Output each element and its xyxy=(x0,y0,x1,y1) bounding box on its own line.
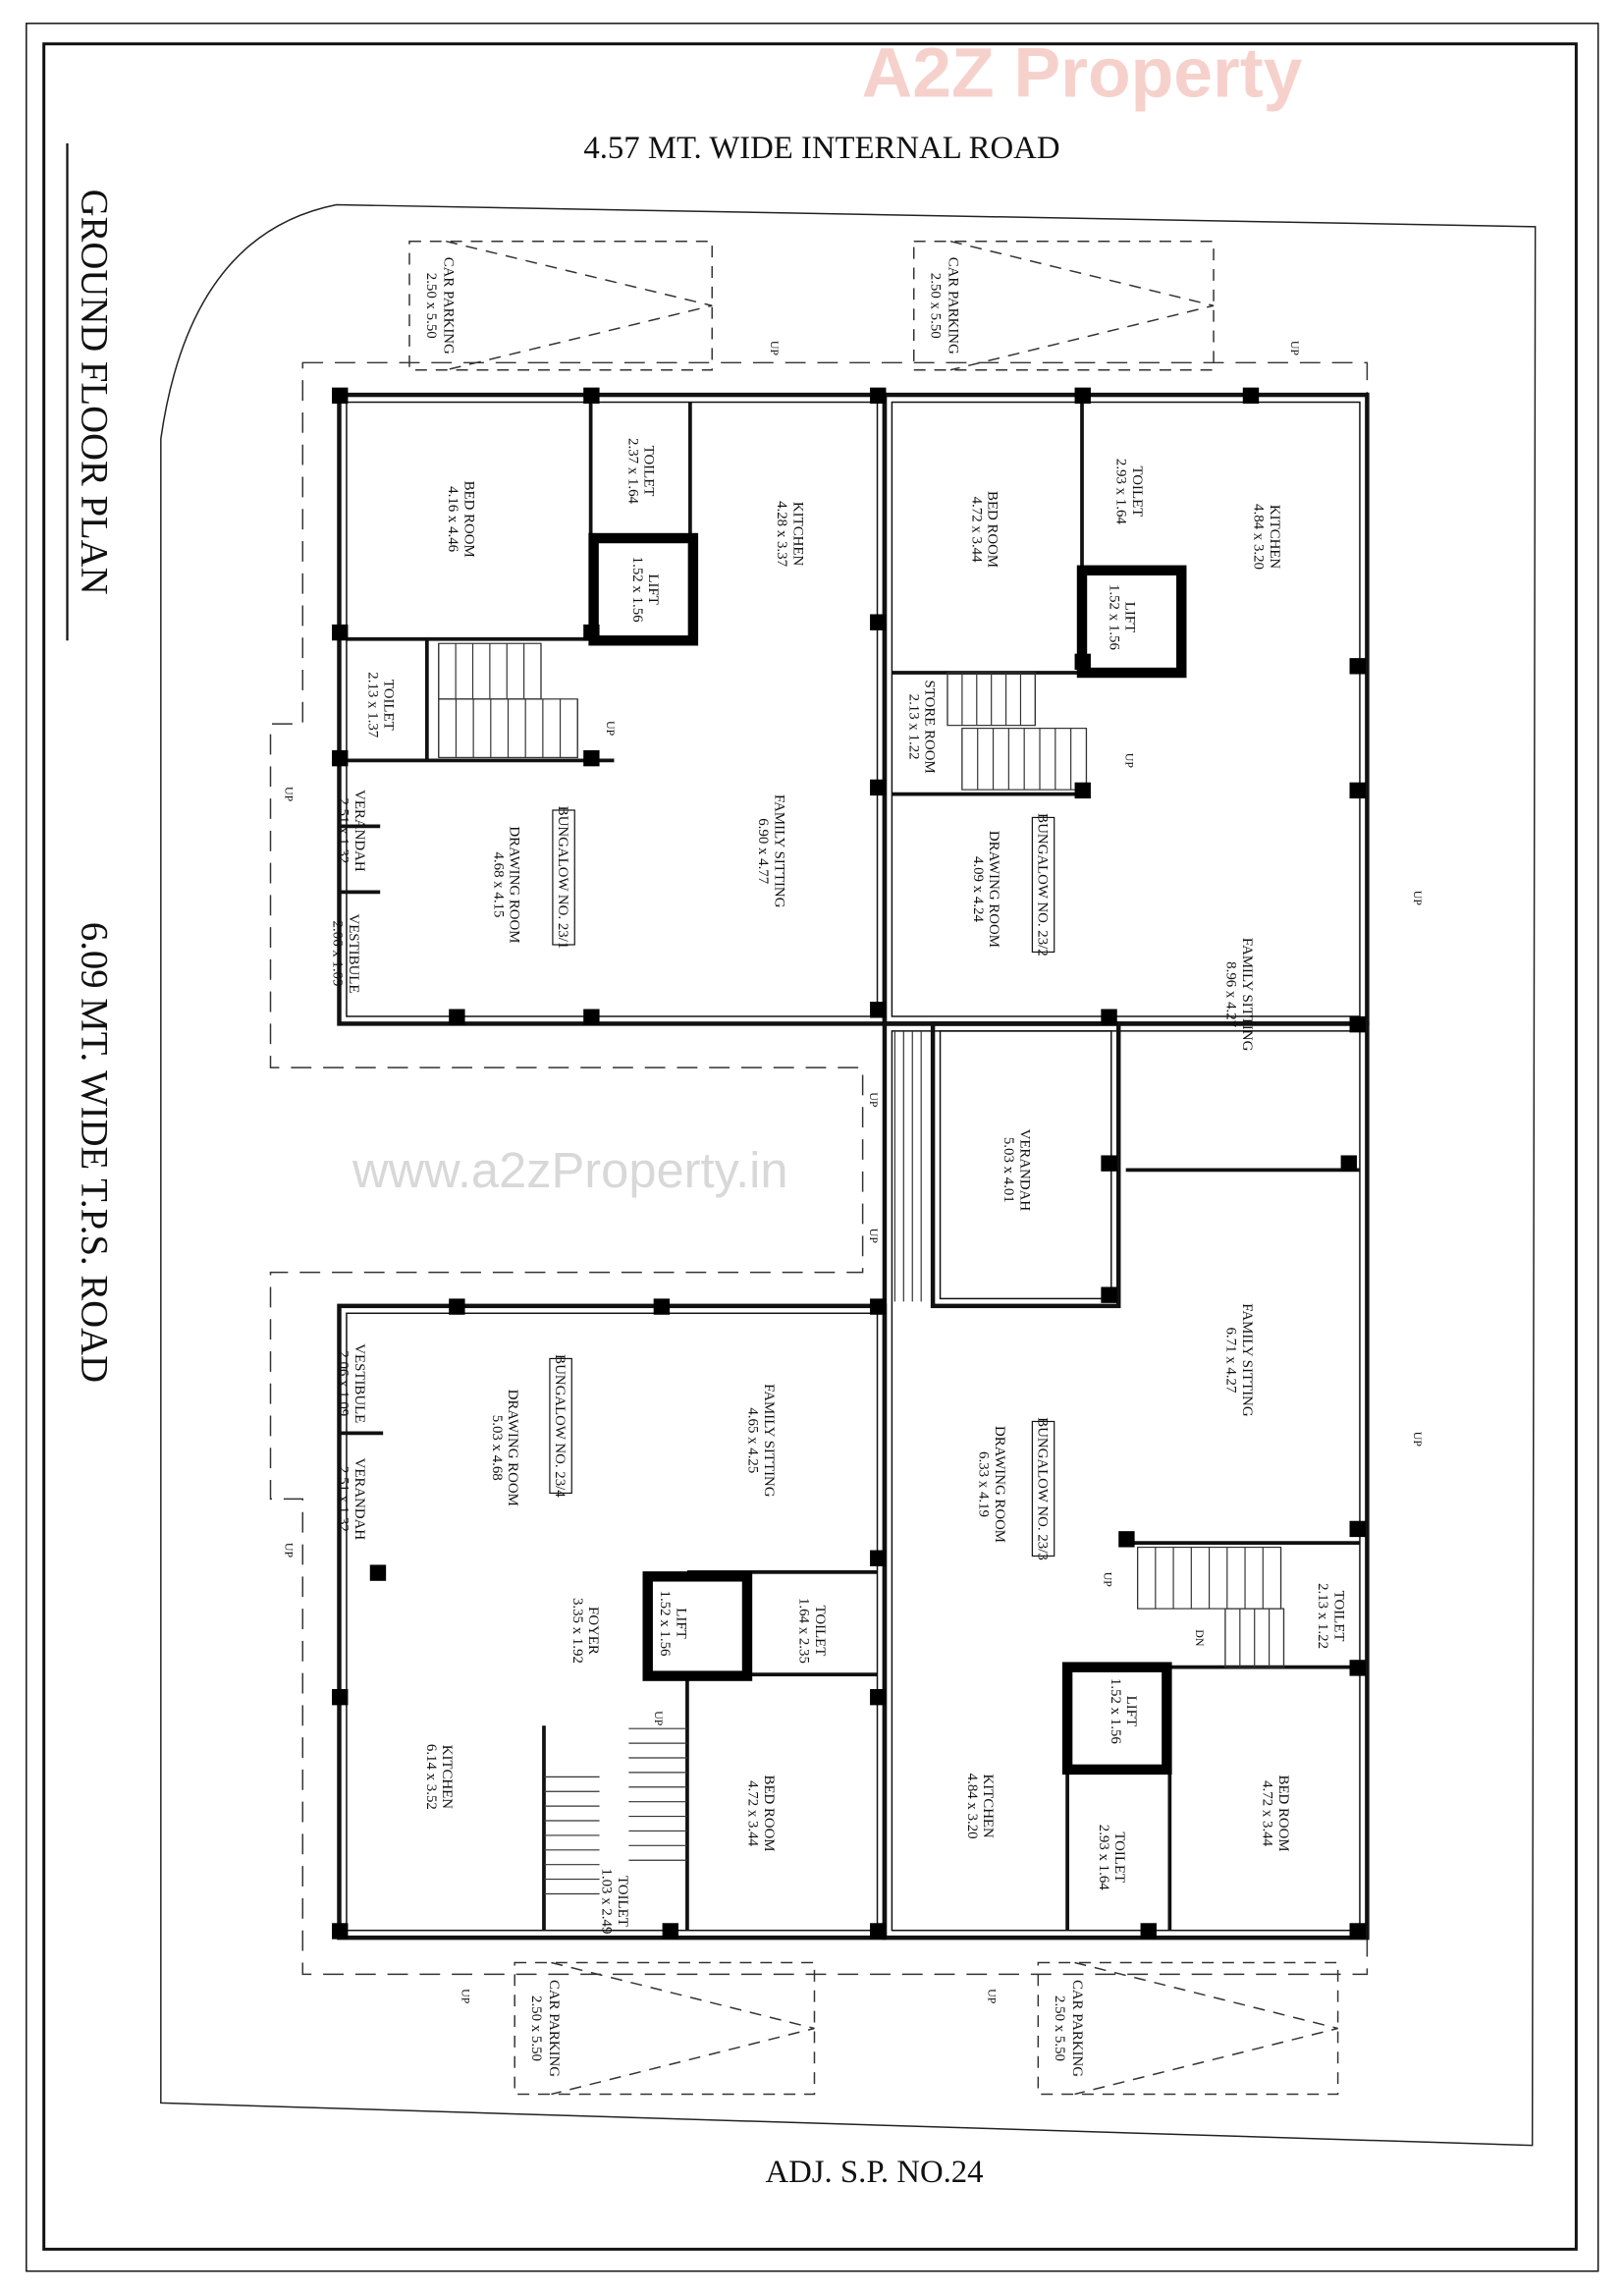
room-label xyxy=(1106,584,1137,650)
room-label xyxy=(1108,1678,1139,1744)
room-size: 1.03 x 2.49 xyxy=(598,1868,615,1935)
room-size: 5.03 x 4.01 xyxy=(1001,1136,1017,1203)
column xyxy=(870,780,886,795)
room-size: 2.13 x 1.37 xyxy=(364,672,381,738)
bungalow-tag xyxy=(550,1354,571,1498)
room-size: 2.51 x 1.32 xyxy=(335,797,352,864)
column xyxy=(332,1689,348,1705)
room-label xyxy=(1222,938,1254,1052)
room-label xyxy=(796,1598,828,1664)
column xyxy=(583,750,599,766)
column xyxy=(1350,1660,1366,1675)
room-name: BED ROOM xyxy=(1275,1775,1292,1852)
room-name: FAMILY SITTING xyxy=(771,793,787,908)
wall xyxy=(885,1023,1367,1938)
parking-name: CAR PARKING xyxy=(1069,1979,1086,2078)
room-label xyxy=(744,1384,776,1498)
room-label xyxy=(335,1343,366,1423)
room-size: 3.35 x 1.92 xyxy=(568,1597,585,1664)
room-name: DRAWING ROOM xyxy=(986,830,1002,948)
room-size: 4.72 x 3.44 xyxy=(1259,1780,1275,1847)
column xyxy=(1350,1923,1366,1939)
room-name: LIFT xyxy=(1123,1695,1140,1727)
room-size: 1.52 x 1.56 xyxy=(628,556,645,623)
room-size: 8.96 x 4.27 xyxy=(1222,961,1239,1028)
column xyxy=(583,1010,599,1025)
room-label xyxy=(423,1744,455,1810)
room-label xyxy=(1096,1825,1127,1890)
room-name: FAMILY SITTING xyxy=(1238,1303,1255,1417)
up-marker: UP xyxy=(652,1711,667,1726)
room-size: 2.13 x 1.22 xyxy=(905,693,922,760)
room-label xyxy=(1315,1583,1346,1649)
room-label xyxy=(755,794,786,908)
plan-title: GROUND FLOOR PLAN xyxy=(73,189,115,595)
parking-name: CAR PARKING xyxy=(440,256,457,355)
room-name: DRAWING ROOM xyxy=(505,1389,521,1506)
room-size: 1.52 x 1.56 xyxy=(1106,583,1122,650)
column xyxy=(449,1010,464,1025)
up-marker: UP xyxy=(867,1228,882,1243)
parking-marking xyxy=(1075,1962,1338,2094)
column xyxy=(332,388,348,404)
column xyxy=(1350,1016,1366,1032)
column xyxy=(1101,1286,1116,1302)
room-size: 4.84 x 3.20 xyxy=(1250,504,1267,570)
room-name: DRAWING ROOM xyxy=(506,826,522,944)
parking-marking xyxy=(446,242,712,370)
room-label xyxy=(976,1426,1007,1543)
outer-frame xyxy=(44,44,1577,2250)
column xyxy=(332,625,348,640)
room-label xyxy=(744,1776,776,1852)
bungalow-number: BUNGALOW NO. 23/4 xyxy=(551,1354,568,1498)
bungalow-number: BUNGALOW NO. 23/2 xyxy=(1034,813,1051,957)
parking-name: CAR PARKING xyxy=(945,256,961,355)
room-label xyxy=(330,913,361,993)
column xyxy=(1141,1923,1157,1939)
room-label xyxy=(1251,504,1282,570)
room-name: LIFT xyxy=(645,574,662,605)
room-size: 2.93 x 1.64 xyxy=(1095,1824,1111,1890)
room-name: VERANDAH xyxy=(351,790,367,872)
room-size: 4.09 x 4.24 xyxy=(969,855,986,922)
room-name: TOILET xyxy=(1129,465,1146,518)
room-name: BED ROOM xyxy=(760,1775,777,1852)
room-name: VESTIBULE xyxy=(345,913,361,994)
room-label xyxy=(489,1390,520,1506)
column xyxy=(370,1564,386,1580)
column xyxy=(1101,1010,1116,1025)
room-size: 1.52 x 1.56 xyxy=(657,1590,674,1657)
room-size: 4.72 x 3.44 xyxy=(968,496,985,563)
column xyxy=(870,388,886,404)
up-marker: UP xyxy=(282,1542,297,1558)
wall xyxy=(339,395,884,1023)
room-name: FAMILY SITTING xyxy=(760,1384,777,1498)
watermark-logo: A2Z Property xyxy=(861,33,1303,113)
room-size: 2.13 x 1.22 xyxy=(1315,1583,1331,1650)
room-label xyxy=(968,491,1000,568)
column xyxy=(1075,654,1091,670)
bungalow-number: BUNGALOW NO. 23/3 xyxy=(1034,1417,1051,1560)
column xyxy=(870,1689,886,1705)
column xyxy=(332,750,348,766)
room-label xyxy=(657,1591,688,1657)
up-marker: UP xyxy=(767,340,782,356)
room-size: 6.71 x 4.27 xyxy=(1222,1327,1239,1394)
parking-size: 2.50 x 5.50 xyxy=(927,272,944,339)
room-label xyxy=(1001,1129,1032,1212)
column xyxy=(583,625,599,640)
room-size: 5.03 x 4.68 xyxy=(488,1414,505,1481)
south-adjacent-label: ADJ. S.P. NO.24 xyxy=(765,2154,984,2190)
room-name: TOILET xyxy=(614,1876,630,1927)
room-name: KITCHEN xyxy=(789,501,806,567)
room-label xyxy=(1260,1776,1291,1852)
up-marker: UP xyxy=(1101,1571,1115,1587)
room-name: FAMILY SITTING xyxy=(1238,937,1255,1052)
column xyxy=(1350,783,1366,798)
room-label xyxy=(364,672,396,738)
room-label xyxy=(970,831,1001,948)
room-name: TOILET xyxy=(640,445,657,497)
up-marker: UP xyxy=(1287,340,1302,356)
up-marker: UP xyxy=(867,1092,882,1108)
room-size: 2.51 x 1.32 xyxy=(335,1465,352,1532)
room-name: BED ROOM xyxy=(460,480,477,558)
room-label xyxy=(445,481,476,558)
room-name: VERANDAH xyxy=(1016,1128,1033,1212)
parking-marking xyxy=(551,1962,814,2094)
room-name: BED ROOM xyxy=(984,491,1001,569)
parking-size: 2.50 x 5.50 xyxy=(528,1995,545,2061)
up-marker: UP xyxy=(604,720,619,737)
room-label xyxy=(335,1458,366,1541)
room-label xyxy=(905,681,937,774)
column xyxy=(332,1923,348,1939)
room-size: 4.72 x 3.44 xyxy=(744,1780,761,1847)
up-marker: UP xyxy=(282,787,297,802)
up-marker: UP xyxy=(1122,752,1137,768)
room-label xyxy=(1113,459,1145,525)
room-name: VESTIBULE xyxy=(351,1343,367,1424)
column xyxy=(1350,1521,1366,1537)
column xyxy=(1075,783,1091,798)
bungalow-number: BUNGALOW NO. 23/1 xyxy=(554,805,570,950)
room-size: 2.93 x 1.64 xyxy=(1112,458,1129,524)
column xyxy=(1118,1531,1134,1547)
car-parking-label xyxy=(528,1980,562,2077)
room-label xyxy=(964,1774,996,1839)
north-road-label: 4.57 MT. WIDE INTERNAL ROAD xyxy=(583,130,1060,166)
room-name: TOILET xyxy=(1330,1590,1347,1642)
room-size: 6.33 x 4.19 xyxy=(975,1451,992,1517)
up-marker: UP xyxy=(1411,890,1426,905)
column xyxy=(870,1551,886,1566)
room-name: FOYER xyxy=(585,1607,602,1655)
room-label xyxy=(490,826,521,943)
column xyxy=(654,1298,670,1314)
parking-name: CAR PARKING xyxy=(545,1979,562,2078)
west-road-label: 6.09 MT. WIDE T.P.S. ROAD xyxy=(73,921,115,1384)
room-label xyxy=(624,438,656,504)
room-size: 4.28 x 3.37 xyxy=(774,501,790,568)
room-size: 4.16 x 4.46 xyxy=(445,486,461,553)
room-size: 2.37 x 1.64 xyxy=(624,438,641,504)
watermark-url: www.a2zProperty.in xyxy=(352,1142,788,1199)
column xyxy=(449,1298,464,1314)
bungalow-tag xyxy=(553,806,574,950)
car-parking-label xyxy=(1052,1980,1085,2077)
parking-size: 2.50 x 5.50 xyxy=(422,272,439,339)
column xyxy=(1075,388,1091,404)
room-name: TOILET xyxy=(811,1605,828,1657)
up-marker: UP xyxy=(1411,1431,1426,1447)
room-size: 2.06 x 1.09 xyxy=(329,920,346,987)
room-label xyxy=(569,1598,601,1664)
parking-marking xyxy=(950,242,1214,370)
room-size: 6.14 x 3.52 xyxy=(422,1743,439,1810)
room-size: 1.64 x 2.35 xyxy=(795,1597,812,1664)
room-name: KITCHEN xyxy=(980,1774,997,1838)
room-size: 4.68 x 4.15 xyxy=(490,851,507,918)
column xyxy=(663,1923,678,1939)
bungalow-tag xyxy=(1032,1417,1054,1560)
room-name: TOILET xyxy=(1111,1831,1128,1884)
column xyxy=(870,1923,886,1939)
car-parking-label xyxy=(928,257,961,355)
column xyxy=(1341,1155,1357,1171)
room-name: LIFT xyxy=(1121,601,1138,633)
room-name: TOILET xyxy=(380,679,397,731)
column xyxy=(1350,658,1366,674)
room-name: KITCHEN xyxy=(439,1744,456,1809)
room-label xyxy=(335,790,366,872)
room-label xyxy=(774,501,805,568)
room-label xyxy=(599,1868,630,1934)
room-label xyxy=(629,557,661,623)
room-name: STORE ROOM xyxy=(921,680,938,774)
car-parking-label xyxy=(423,257,457,355)
room-name: VERANDAH xyxy=(351,1457,367,1541)
bungalow-tag xyxy=(1032,813,1054,957)
column xyxy=(870,1002,886,1017)
room-size: 1.52 x 1.56 xyxy=(1107,1677,1123,1744)
down-marker: DN xyxy=(1193,1629,1208,1647)
room-label xyxy=(1222,1303,1254,1417)
room-size: 4.84 x 3.20 xyxy=(963,1773,980,1839)
column xyxy=(870,1298,886,1314)
room-size: 6.90 x 4.77 xyxy=(754,818,771,885)
room-name: DRAWING ROOM xyxy=(992,1425,1008,1544)
up-marker: UP xyxy=(459,1989,473,2004)
column xyxy=(1243,388,1259,404)
column xyxy=(1101,1155,1116,1171)
column xyxy=(870,614,886,629)
room-name: LIFT xyxy=(673,1608,689,1639)
room-size: 4.65 x 4.25 xyxy=(744,1407,761,1474)
parking-size: 2.50 x 5.50 xyxy=(1052,1995,1068,2061)
column xyxy=(583,388,599,404)
room-size: 2.06 x 1.09 xyxy=(335,1350,352,1417)
plan-title-group xyxy=(68,143,115,640)
room-name: KITCHEN xyxy=(1267,504,1283,570)
up-marker: UP xyxy=(985,1989,1000,2004)
